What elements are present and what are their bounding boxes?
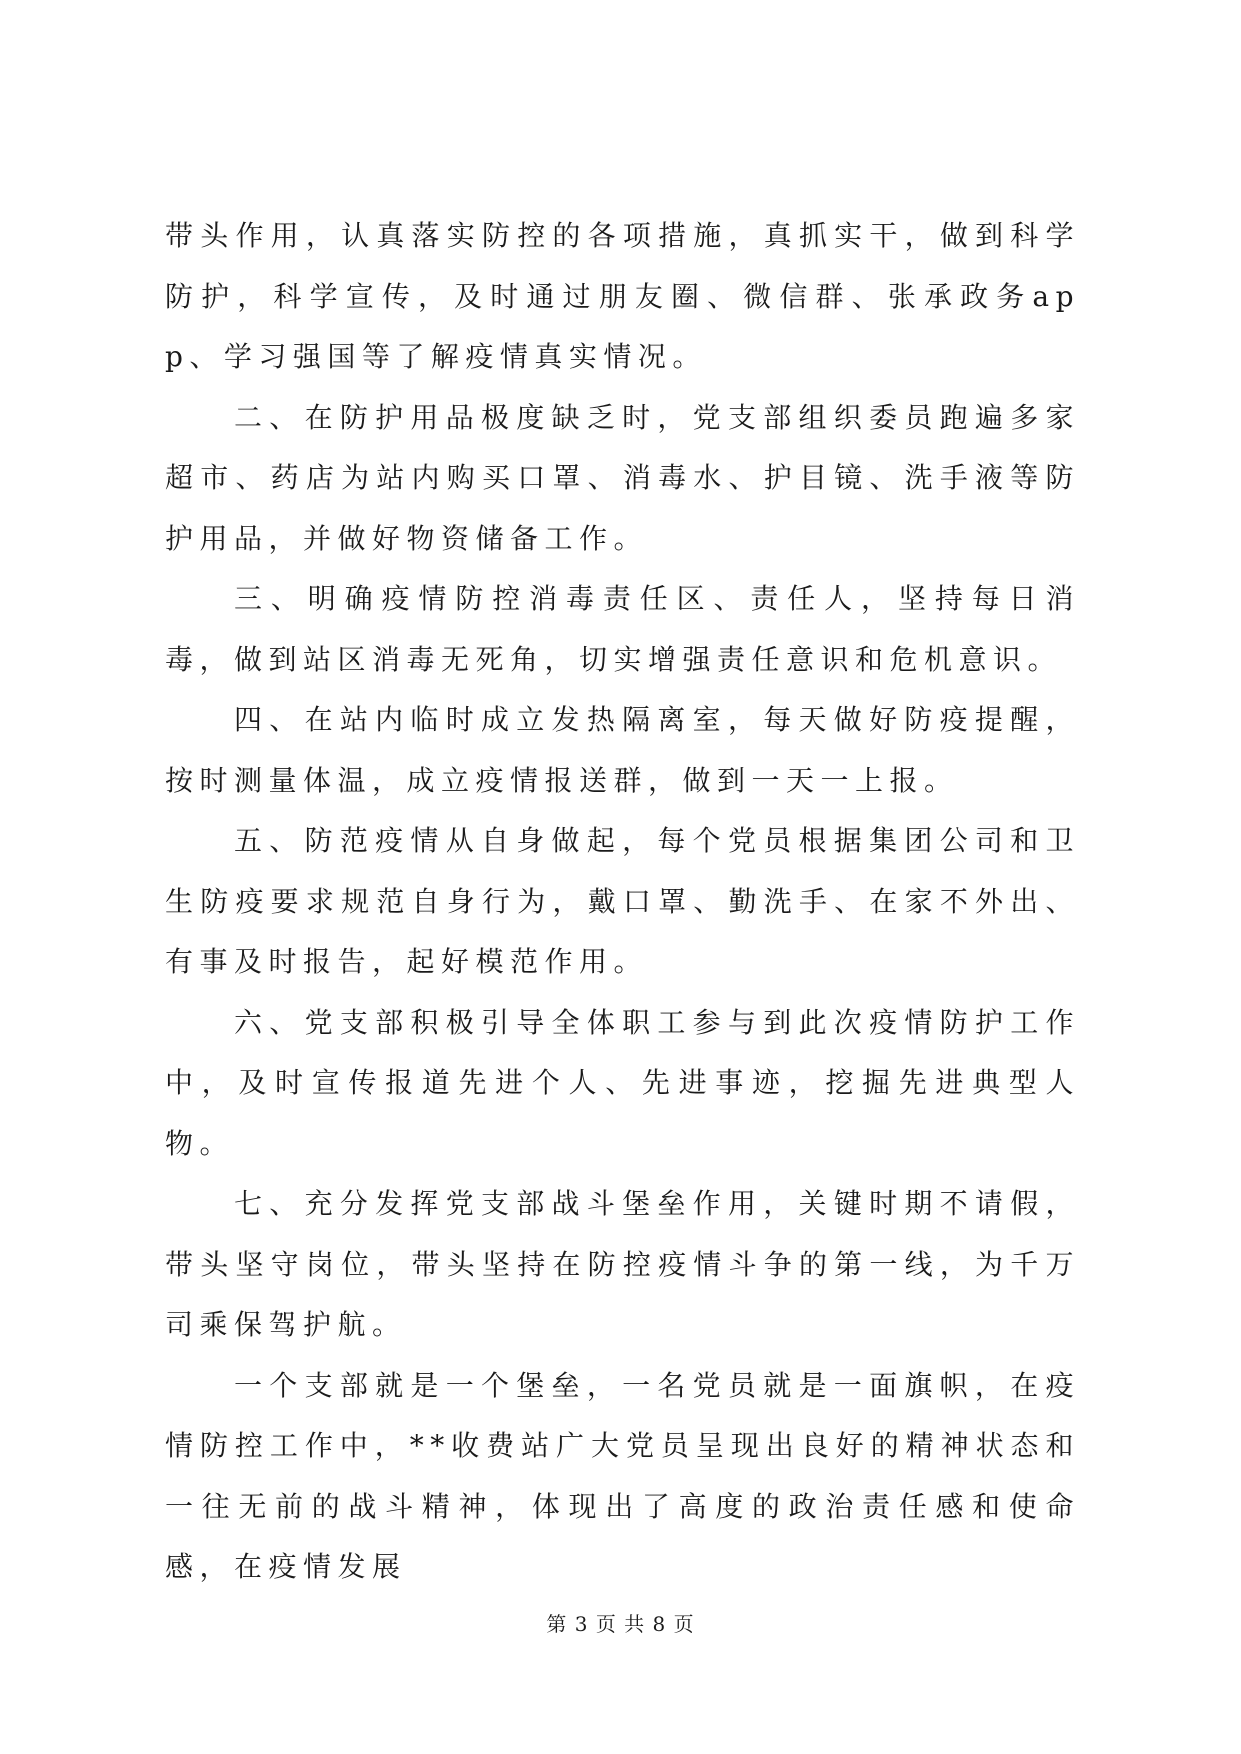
document-body — [165, 206, 1080, 1598]
paragraph-6: 六、党支部积极引导全体职工参与到此次疫情防护工作中，及时宣传报道先进个人、先进事迹，挖掘先进典型人物。 — [165, 1005, 1080, 1160]
paragraph-5: 五、防范疫情从自身做起，每个党员根据集团公司和卫生防疫要求规范自身行为，戴口罩、勤洗手、在家不外出、有事及时报告，起好模范作用。 — [165, 824, 1080, 978]
page-number-footer: 第 3 页 共 8 页 — [546, 1612, 695, 1636]
paragraph-7: 七、充分发挥党支部战斗堡垒作用，关键时期不请假，带头坚守岗位，带头坚持在防控疫情斗争的第一线，为千万司乘保驾护航。 — [165, 1187, 1080, 1341]
paragraph-8: 一个支部就是一个堡垒，一名党员就是一面旗帜，在疫情防控工作中，**收费站广大党员呈现出良好的精神状态和一往无前的战斗精神，体现出了高度的政治责任感和使命感，在疫情发展 — [165, 1368, 1080, 1583]
paragraph-2: 二、在防护用品极度缺乏时，党支部组织委员跑遍多家超市、药店为站内购买口罩、消毒水、护目镜、洗手液等防护用品，并做好物资储备工作。 — [165, 400, 1080, 555]
paragraph-4: 四、在站内临时成立发热隔离室，每天做好防疫提醒，按时测量体温，成立疫情报送群，做到一天一上报。 — [165, 703, 1080, 797]
paragraph-3: 三、明确疫情防控消毒责任区、责任人，坚持每日消毒，做到站区消毒无死角，切实增强责任意识和危机意识。 — [165, 582, 1080, 676]
paragraph-1: 带头作用，认真落实防控的各项措施，真抓实干，做到科学防护，科学宣传，及时通过朋友圈、微信群、张承政务app、学习强国等了解疫情真实情况。 — [165, 219, 1080, 373]
